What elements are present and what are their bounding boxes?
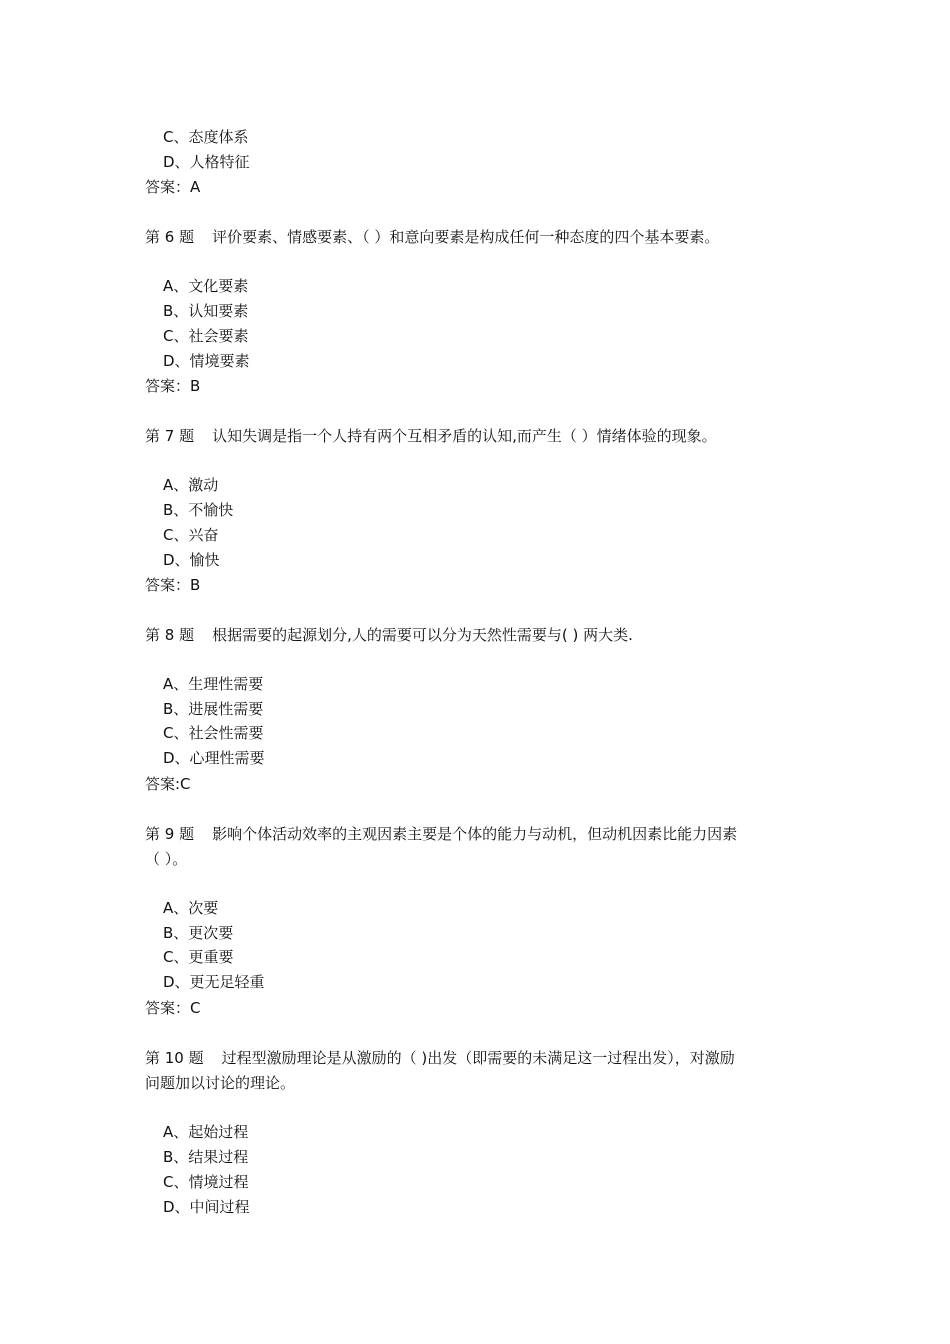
option-a: A、生理性需要: [163, 675, 264, 693]
question-text: 认知失调是指一个人持有两个互相矛盾的认知,而产生（ ）情绪体验的现象。: [212, 427, 717, 445]
option-b: B、进展性需要: [163, 700, 264, 718]
question-10-stem: [145, 1048, 735, 1070]
option-d: D、中间过程: [163, 1198, 250, 1216]
question-9-stem-continued: （ ）。: [145, 850, 188, 868]
option-c: C、社会要素: [163, 327, 249, 345]
question-6-stem: [145, 227, 719, 249]
answer-line: 答案：B: [145, 377, 201, 395]
question-10-stem-continued: 问题加以讨论的理论。: [145, 1074, 296, 1092]
question-8-stem: [145, 625, 633, 647]
question-text: 过程型激励理论是从激励的（ )出发（即需要的未满足这一过程出发），对激励: [221, 1049, 735, 1067]
question-7-stem: [145, 426, 717, 448]
option-c: C、兴奋: [163, 526, 219, 544]
option-b: B、不愉快: [163, 501, 234, 519]
question-number: 第 7 题: [145, 427, 195, 445]
option-b: B、结果过程: [163, 1148, 249, 1166]
option-c: C、更重要: [163, 948, 234, 966]
question-number: 第 10 题: [145, 1049, 204, 1067]
question-text: 评价要素、情感要素、（ ）和意向要素是构成任何一种态度的四个基本要素。: [212, 228, 720, 246]
option-a: A、起始过程: [163, 1123, 249, 1141]
question-text: 根据需要的起源划分,人的需要可以分为天然性需要与( ) 两大类.: [212, 626, 633, 644]
question-number: 第 6 题: [145, 228, 195, 246]
option-d: D、情境要素: [163, 352, 250, 370]
option-d: D、更无足轻重: [163, 973, 265, 991]
question-9-stem: [145, 824, 737, 846]
option-b: B、更次要: [163, 924, 234, 942]
question-number: 第 8 题: [145, 626, 195, 644]
option-a: A、次要: [163, 899, 219, 917]
option-b: B、认知要素: [163, 302, 249, 320]
question-number: 第 9 题: [145, 825, 195, 843]
answer-line: 答案:C: [145, 775, 191, 793]
option-d: D、人格特征: [163, 153, 250, 171]
option-d: D、愉快: [163, 551, 220, 569]
option-c: C、情境过程: [163, 1173, 249, 1191]
option-d: D、心理性需要: [163, 749, 265, 767]
option-a: A、激动: [163, 476, 219, 494]
option-a: A、文化要素: [163, 277, 249, 295]
answer-line: 答案：C: [145, 999, 201, 1017]
answer-line: 答案：B: [145, 576, 201, 594]
option-c: C、社会性需要: [163, 724, 264, 742]
question-text: 影响个体活动效率的主观因素主要是个体的能力与动机，但动机因素比能力因素: [212, 825, 738, 843]
option-c: C、态度体系: [163, 128, 249, 146]
answer-line: 答案：A: [145, 178, 201, 196]
